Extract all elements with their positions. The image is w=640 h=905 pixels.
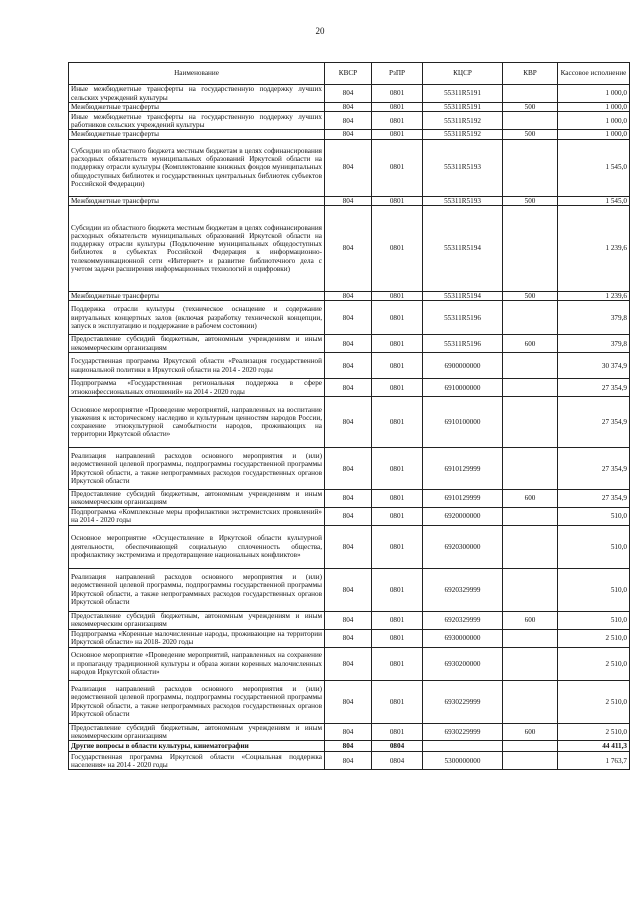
row-kvsr: 804 [325, 130, 372, 139]
row-kvsr: 804 [325, 335, 372, 353]
row-rzpr: 0801 [372, 335, 423, 353]
row-amount: 27 354,9 [558, 397, 630, 448]
row-kvr [503, 629, 558, 647]
row-name: Иные межбюджетные трансферты на государственную поддержку лучших работников сельских учреждений культуры [69, 112, 325, 130]
budget-table [68, 62, 630, 770]
row-rzpr: 0801 [372, 353, 423, 379]
row-name: Поддержка отрасли культуры (техническое оснащение и содержание виртуальных концертных залов (включая разработку технической концепции, запуск в эксплуатацию и поддержание в рабочем состоянии) [69, 301, 325, 335]
row-kvsr: 804 [325, 353, 372, 379]
row-name: Реализация направлений расходов основного мероприятия и (или) ведомственной целевой программы, подпрограммы государственной программы Иркутской области, а также непрограммных расходов государственных органов Иркутской области [69, 680, 325, 723]
header-kvr: КВР [503, 63, 558, 85]
row-kcsr: 6910129999 [423, 490, 503, 508]
table-row [69, 448, 630, 490]
row-kvsr: 804 [325, 507, 372, 525]
row-rzpr: 0801 [372, 568, 423, 611]
row-kvsr: 804 [325, 291, 372, 300]
row-amount: 1 763,7 [558, 752, 630, 770]
row-name: Подпрограмма «Государственная региональная поддержка в сфере этноконфессиональных отношений» на 2014 - 2020 годы [69, 379, 325, 397]
row-name: Подпрограмма «Комплексные меры профилактики экстремистских проявлений» на 2014 - 2020 годы [69, 507, 325, 525]
row-kcsr: 55311R5191 [423, 103, 503, 112]
row-rzpr: 0801 [372, 85, 423, 103]
table-row [69, 139, 630, 196]
row-rzpr: 0801 [372, 112, 423, 130]
row-rzpr: 0801 [372, 103, 423, 112]
row-kvr [503, 301, 558, 335]
row-name: Другие вопросы в области культуры, кинематографии [69, 741, 325, 752]
row-rzpr: 0801 [372, 525, 423, 568]
row-rzpr: 0801 [372, 397, 423, 448]
row-kvsr: 804 [325, 103, 372, 112]
row-name: Межбюджетные трансферты [69, 196, 325, 205]
row-kvr [503, 752, 558, 770]
row-kvr [503, 205, 558, 291]
row-rzpr: 0801 [372, 507, 423, 525]
row-kvr [503, 379, 558, 397]
row-amount: 379,8 [558, 335, 630, 353]
row-name: Государственная программа Иркутской области «Социальная поддержка населения» на 2014 - 2020 годы [69, 752, 325, 770]
row-rzpr: 0801 [372, 196, 423, 205]
table-row [69, 397, 630, 448]
row-name: Реализация направлений расходов основного мероприятия и (или) ведомственной целевой программы, подпрограммы государственной программы Иркутской области, а также непрограммных расходов государственных органов Иркутской области [69, 448, 325, 490]
row-name: Предоставление субсидий бюджетным, автономным учреждениям и иным некоммерческим организациям [69, 723, 325, 741]
row-kcsr [423, 741, 503, 752]
table-row [69, 752, 630, 770]
row-kvsr: 804 [325, 752, 372, 770]
table-row [69, 130, 630, 139]
row-amount: 44 411,3 [558, 741, 630, 752]
row-kvr [503, 353, 558, 379]
row-rzpr: 0801 [372, 629, 423, 647]
row-kvsr: 804 [325, 196, 372, 205]
row-amount: 2 510,0 [558, 680, 630, 723]
row-kvr [503, 525, 558, 568]
row-amount: 510,0 [558, 568, 630, 611]
row-kvsr: 804 [325, 301, 372, 335]
row-rzpr: 0801 [372, 205, 423, 291]
row-amount: 1 000,0 [558, 103, 630, 112]
row-rzpr: 0801 [372, 611, 423, 629]
row-amount: 1 239,6 [558, 205, 630, 291]
row-kcsr: 55311R5193 [423, 196, 503, 205]
row-kvr: 500 [503, 130, 558, 139]
row-kvsr: 804 [325, 139, 372, 196]
row-amount: 2 510,0 [558, 647, 630, 680]
row-kcsr: 6920329999 [423, 611, 503, 629]
row-kvr [503, 85, 558, 103]
row-kcsr: 55311R5194 [423, 205, 503, 291]
row-kvsr: 804 [325, 629, 372, 647]
header-kcsr: КЦСР [423, 63, 503, 85]
row-amount: 1 000,0 [558, 112, 630, 130]
table-row [69, 379, 630, 397]
table-row [69, 568, 630, 611]
row-kcsr: 55311R5196 [423, 335, 503, 353]
table-row [69, 629, 630, 647]
row-kvsr: 804 [325, 490, 372, 508]
row-kvsr: 804 [325, 85, 372, 103]
row-name: Предоставление субсидий бюджетным, автономным учреждениям и иным некоммерческим организациям [69, 611, 325, 629]
row-kvr [503, 741, 558, 752]
row-rzpr: 0801 [372, 139, 423, 196]
row-kvr: 600 [503, 490, 558, 508]
row-kvr [503, 680, 558, 723]
row-kvsr: 804 [325, 205, 372, 291]
row-amount: 27 354,9 [558, 379, 630, 397]
row-kvsr: 804 [325, 680, 372, 723]
row-name: Государственная программа Иркутской области «Реализация государственной национальной политики в Иркутской области на 2014 - 2020 годы [69, 353, 325, 379]
row-kvsr: 804 [325, 397, 372, 448]
row-name: Подпрограмма «Коренные малочисленные народы, проживающие на территории Иркутской области» на 2018- 2020 годы [69, 629, 325, 647]
header-kvsr: КВСР [325, 63, 372, 85]
row-amount: 379,8 [558, 301, 630, 335]
table-row [69, 741, 630, 752]
table-row [69, 335, 630, 353]
table-row [69, 525, 630, 568]
row-kvsr: 804 [325, 112, 372, 130]
row-kcsr: 6930229999 [423, 723, 503, 741]
page-number: 20 [315, 26, 325, 36]
row-rzpr: 0801 [372, 130, 423, 139]
table-row [69, 291, 630, 300]
row-name: Субсидии из областного бюджета местным бюджетам в целях софинансирования расходных обязательств муниципальных образований Иркутской области на поддержку отрасли культуры (Комплектование книжных фондов муниципальных общедоступных библиотек и государственных центральных библиотек субъектов Российской Федерации) [69, 139, 325, 196]
table-body [69, 85, 630, 770]
table-row [69, 490, 630, 508]
row-kvr [503, 568, 558, 611]
row-kvsr: 804 [325, 723, 372, 741]
row-kvsr: 804 [325, 741, 372, 752]
row-kvsr: 804 [325, 611, 372, 629]
row-amount: 1 239,6 [558, 291, 630, 300]
row-kcsr: 55311R5196 [423, 301, 503, 335]
row-amount: 510,0 [558, 507, 630, 525]
row-amount: 27 354,9 [558, 448, 630, 490]
row-kvr [503, 507, 558, 525]
table-row [69, 507, 630, 525]
row-kvr: 500 [503, 196, 558, 205]
row-name: Межбюджетные трансферты [69, 130, 325, 139]
row-kcsr: 55311R5192 [423, 112, 503, 130]
row-kcsr: 6900000000 [423, 353, 503, 379]
row-kcsr: 6910000000 [423, 379, 503, 397]
row-kcsr: 55311R5191 [423, 85, 503, 103]
row-kvsr: 804 [325, 647, 372, 680]
row-kcsr: 6920000000 [423, 507, 503, 525]
row-kcsr: 6920329999 [423, 568, 503, 611]
table-header-row [69, 63, 630, 85]
row-kcsr: 6910100000 [423, 397, 503, 448]
header-amount: Кассовое исполнение [558, 63, 630, 85]
row-amount: 510,0 [558, 525, 630, 568]
row-kvr [503, 112, 558, 130]
table-row [69, 103, 630, 112]
row-name: Основное мероприятие «Проведение мероприятий, направленных на сохранение и пропаганду традиционной культуры и образа жизни коренных малочисленных народов Иркутской области» [69, 647, 325, 680]
row-kvr: 500 [503, 291, 558, 300]
row-kvr [503, 139, 558, 196]
row-name: Предоставление субсидий бюджетным, автономным учреждениям и иным некоммерческим организациям [69, 335, 325, 353]
row-amount: 1 000,0 [558, 130, 630, 139]
row-amount: 510,0 [558, 611, 630, 629]
row-rzpr: 0801 [372, 379, 423, 397]
row-amount: 2 510,0 [558, 723, 630, 741]
row-name: Предоставление субсидий бюджетным, автономным учреждениям и иным некоммерческим организациям [69, 490, 325, 508]
row-kcsr: 55311R5193 [423, 139, 503, 196]
row-kvr: 600 [503, 335, 558, 353]
table-row [69, 647, 630, 680]
row-kcsr: 6910129999 [423, 448, 503, 490]
table-row [69, 723, 630, 741]
table-row [69, 301, 630, 335]
table-row [69, 112, 630, 130]
row-kvsr: 804 [325, 448, 372, 490]
table-row [69, 611, 630, 629]
row-amount: 1 545,0 [558, 196, 630, 205]
row-amount: 1 000,0 [558, 85, 630, 103]
table-row [69, 85, 630, 103]
row-rzpr: 0801 [372, 647, 423, 680]
header-rzpr: РзПР [372, 63, 423, 85]
row-kcsr: 55311R5192 [423, 130, 503, 139]
row-rzpr: 0801 [372, 448, 423, 490]
row-amount: 30 374,9 [558, 353, 630, 379]
row-kvr [503, 647, 558, 680]
row-kvsr: 804 [325, 568, 372, 611]
row-kvr: 600 [503, 723, 558, 741]
row-kcsr: 5300000000 [423, 752, 503, 770]
row-kvsr: 804 [325, 525, 372, 568]
row-kvr [503, 448, 558, 490]
header-name: Наименование [69, 63, 325, 85]
row-amount: 1 545,0 [558, 139, 630, 196]
row-rzpr: 0801 [372, 723, 423, 741]
row-kvsr: 804 [325, 379, 372, 397]
row-name: Основное мероприятие «Осуществление в Иркутской области культурной деятельности, обеспечивающей социальную сплоченность общества, профилактику экстремизма и предотвращение национальных конфликтов» [69, 525, 325, 568]
row-amount: 27 354,9 [558, 490, 630, 508]
row-rzpr: 0801 [372, 680, 423, 723]
row-rzpr: 0804 [372, 752, 423, 770]
row-rzpr: 0801 [372, 490, 423, 508]
row-name: Межбюджетные трансферты [69, 291, 325, 300]
row-rzpr: 0801 [372, 291, 423, 300]
row-name: Межбюджетные трансферты [69, 103, 325, 112]
row-kcsr: 6930200000 [423, 647, 503, 680]
row-kcsr: 6930000000 [423, 629, 503, 647]
table-row [69, 205, 630, 291]
row-rzpr: 0804 [372, 741, 423, 752]
row-kcsr: 6920300000 [423, 525, 503, 568]
row-name: Субсидии из областного бюджета местным бюджетам в целях софинансирования расходных обязательств муниципальных образований Иркутской области на поддержку отрасли культуры (Подключение муниципальных общедоступных библиотек в субъектах Российской Федерация к информационно-телекоммуникационной сети «Интернет» и развитие библиотечного дела с учетом задачи расширения информационных технологий и оцифровки) [69, 205, 325, 291]
row-kvr: 600 [503, 611, 558, 629]
table-row [69, 680, 630, 723]
row-amount: 2 510,0 [558, 629, 630, 647]
row-kcsr: 55311R5194 [423, 291, 503, 300]
row-kvr [503, 397, 558, 448]
row-name: Основное мероприятие «Проведение мероприятий, направленных на воспитание уважения к историческому наследию и культурным ценностям народов России, сохранение этнокультурной самобытности народов, проживающих на территории Иркутской области» [69, 397, 325, 448]
row-name: Иные межбюджетные трансферты на государственную поддержку лучших сельских учреждений культуры [69, 85, 325, 103]
table-row [69, 353, 630, 379]
table-row [69, 196, 630, 205]
row-kcsr: 6930229999 [423, 680, 503, 723]
row-kvr: 500 [503, 103, 558, 112]
row-name: Реализация направлений расходов основного мероприятия и (или) ведомственной целевой программы, подпрограммы государственной программы Иркутской области, а также непрограммных расходов государственных органов Иркутской области [69, 568, 325, 611]
row-rzpr: 0801 [372, 301, 423, 335]
